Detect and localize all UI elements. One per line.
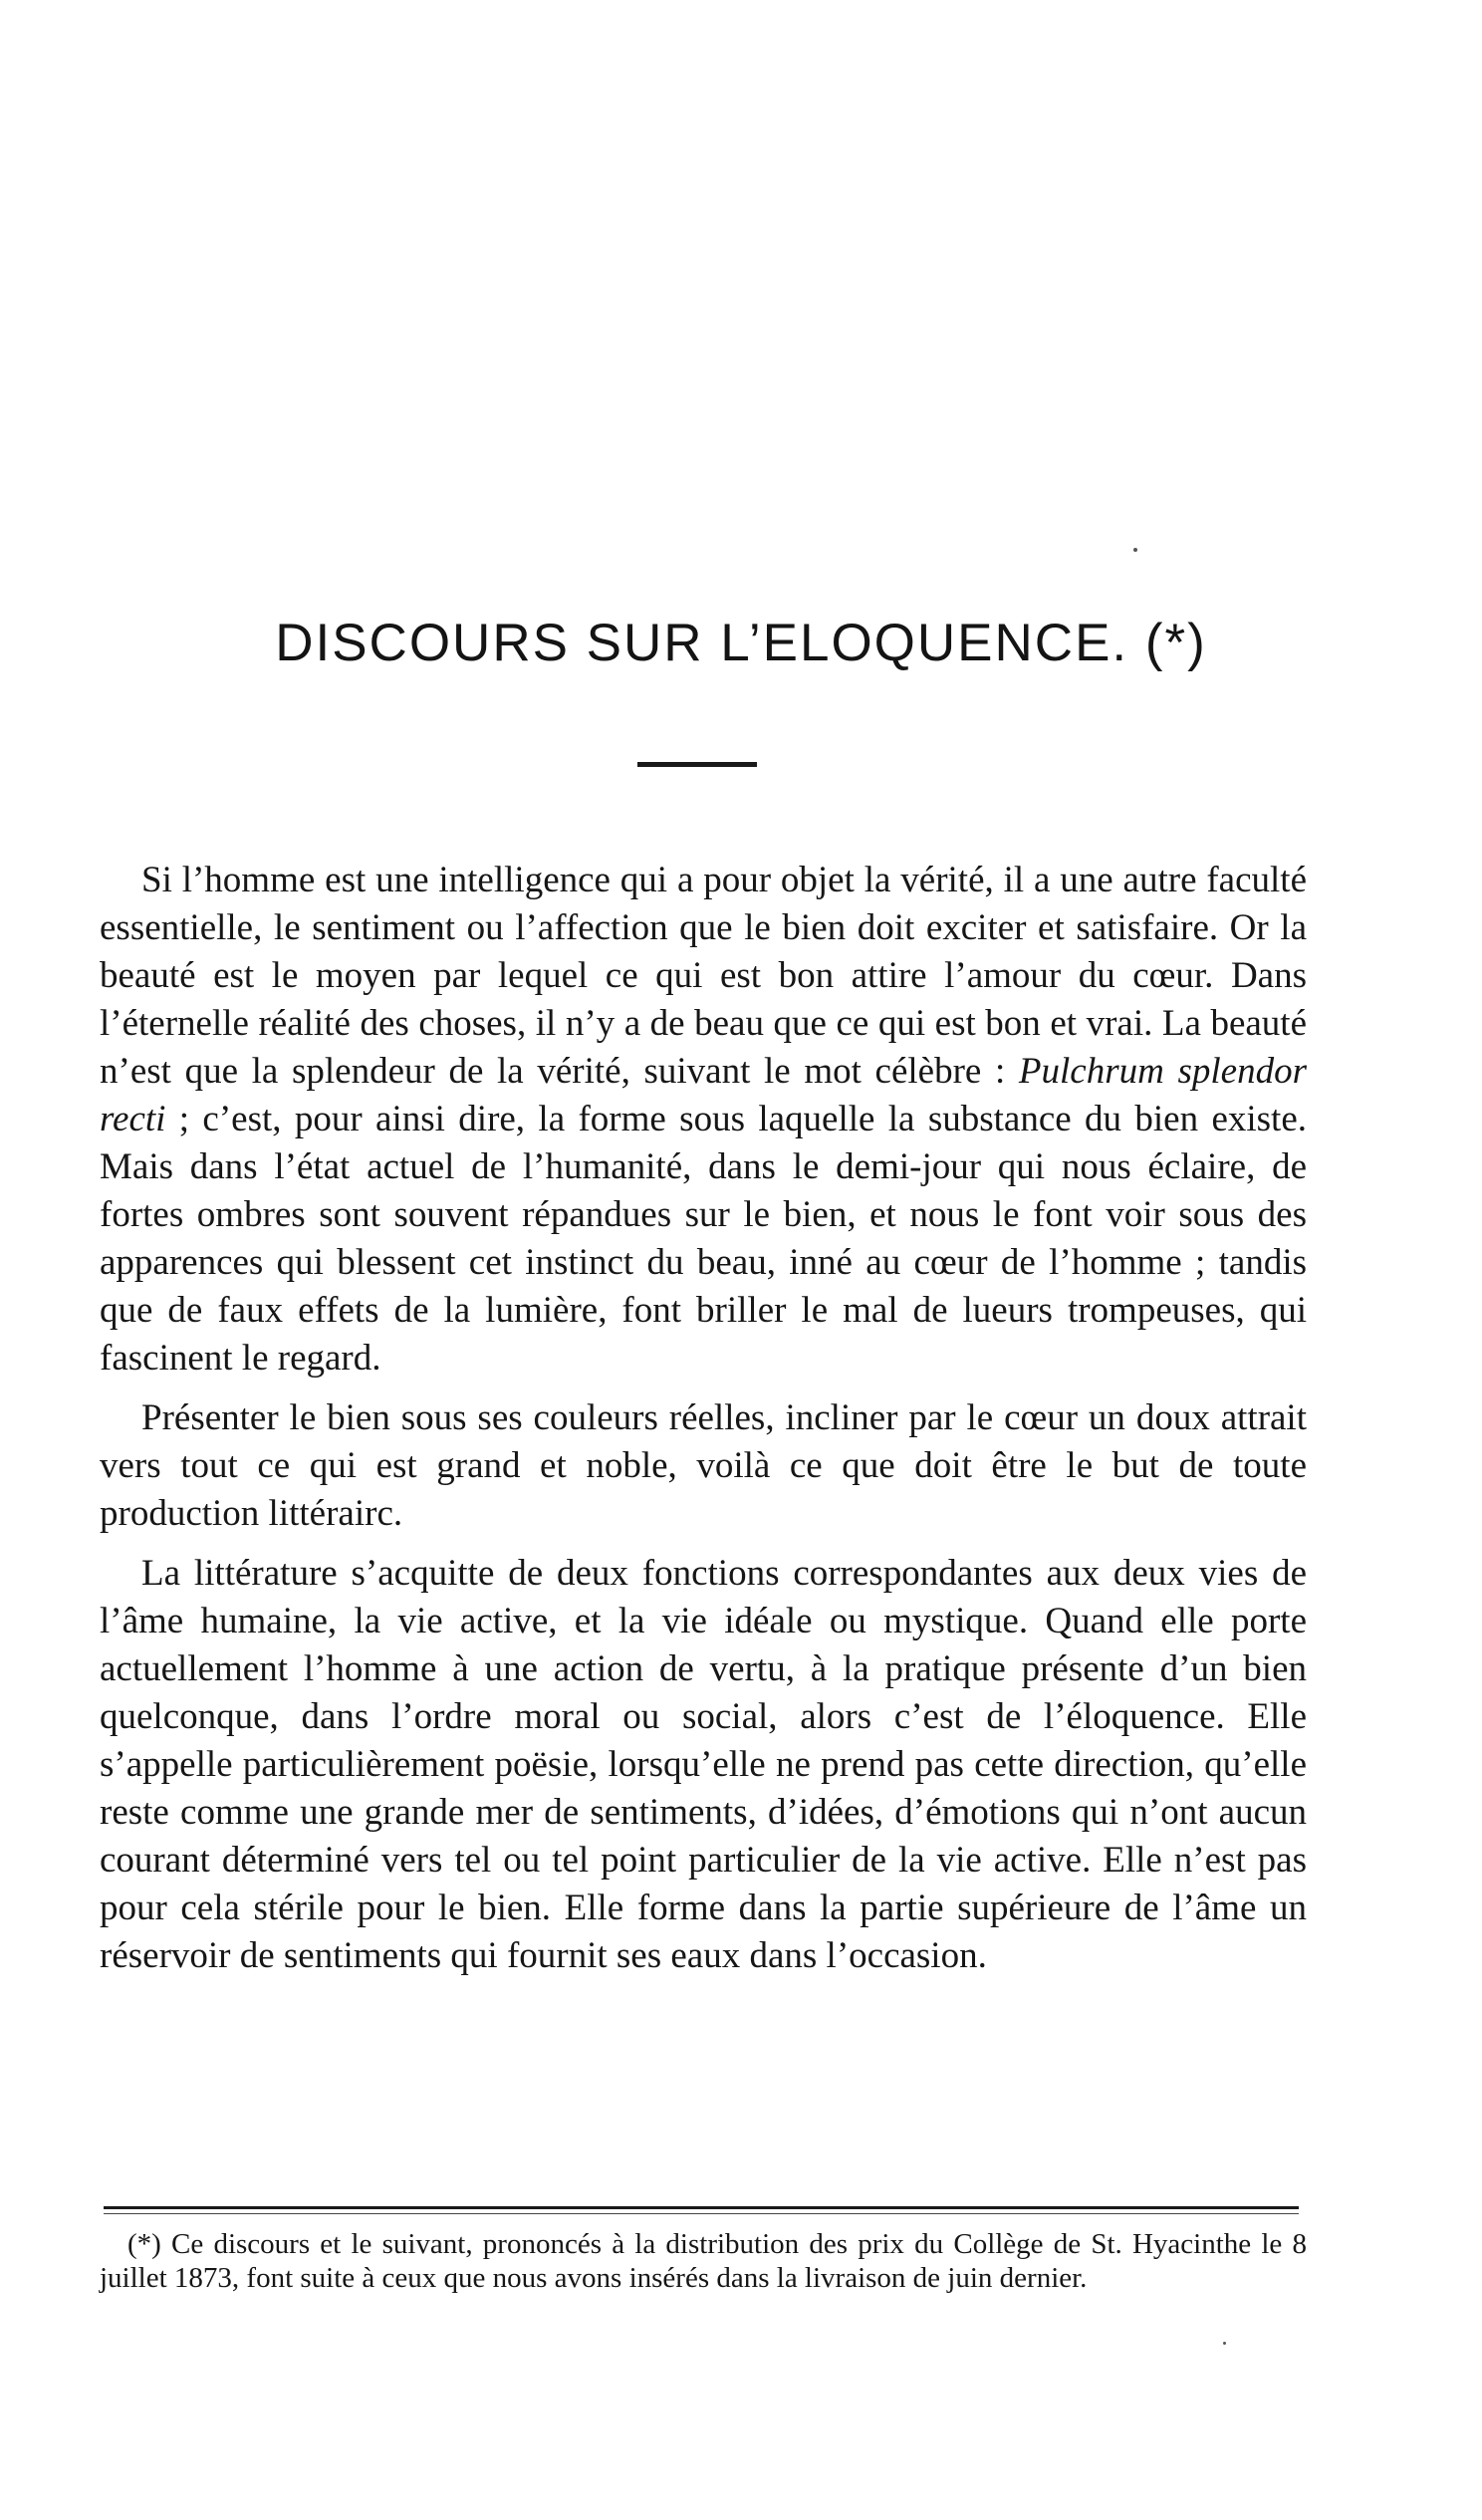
print-speck [1223, 2342, 1226, 2345]
page-title: DISCOURS SUR L’ELOQUENCE. (*) [275, 614, 1207, 672]
paragraph-1 [100, 857, 1307, 1383]
body-text [100, 857, 1307, 1992]
print-speck [1133, 548, 1137, 552]
footnote-divider [104, 2206, 1299, 2209]
footnote-text: (*) Ce discours et le suivant, prononcés à la distribution des prix du Collège de St. Hyacinthe le 8 juillet 1873, font suite à ceux que nous avons insérés dans la livraison de juin dernier. [100, 2228, 1307, 2294]
paragraph-3: La littérature s’acquitte de deux fonctions correspondantes aux deux vies de l’âme humaine, la vie active, et la vie idéale ou mystique. Quand elle porte actuellement l’homme à une action de vertu, à la pratique présente d’un bien quelconque, dans l’ordre moral ou social, alors c’est de l’éloquence. Elle s’appelle particulièrement poësie, lorsqu’elle ne prend pas cette direction, qu’elle reste comme une grande mer de sentiments, d’idées, d’émotions qui n’ont aucun courant déterminé vers tel ou tel point particulier de la vie active. Elle n’est pas pour cela stérile pour le bien. Elle forme dans la partie supérieure de l’âme un réservoir de sentiments qui fournit ses eaux dans l’occasion. [100, 1553, 1307, 1976]
footnote [100, 2227, 1307, 2295]
paragraph-1-text-before: Si l’homme est une intelligence qui a pour objet la vérité, il a une autre faculté essentielle, le sentiment ou l’affection que le bien doit exciter et satisfaire. Or la beauté est le moyen par lequel ce qui est bon attire l’amour du cœur. Dans l’éternelle réalité des choses, il n’y a de beau que ce qui est bon et vrai. La beauté n’est que la splendeur de la vérité, suivant le mot célèbre : [100, 860, 1307, 1092]
paragraph-2: Présenter le bien sous ses couleurs réelles, incliner par le cœur un doux attrait vers tout ce qui est grand et noble, voilà ce que doit être le but de toute production littérairc. [100, 1397, 1307, 1534]
title-divider [637, 762, 757, 767]
footnote-divider-thin [104, 2213, 1299, 2214]
paragraph-1-text-after: ; c’est, pour ainsi dire, la forme sous laquelle la substance du bien existe. Mais dans l’état actuel de l’humanité, dans le demi-jour qui nous éclaire, de fortes ombres sont souvent répandues sur le bien, et nous le font voir sous des apparences qui blessent cet instinct du beau, inné au cœur de l’homme ; tandis que de faux effets de la lumière, font briller le mal de lueurs trompeuses, qui fascinent le regard. [100, 1099, 1307, 1379]
latin-quote: Pulchrum splendor recti [100, 1051, 1307, 1139]
